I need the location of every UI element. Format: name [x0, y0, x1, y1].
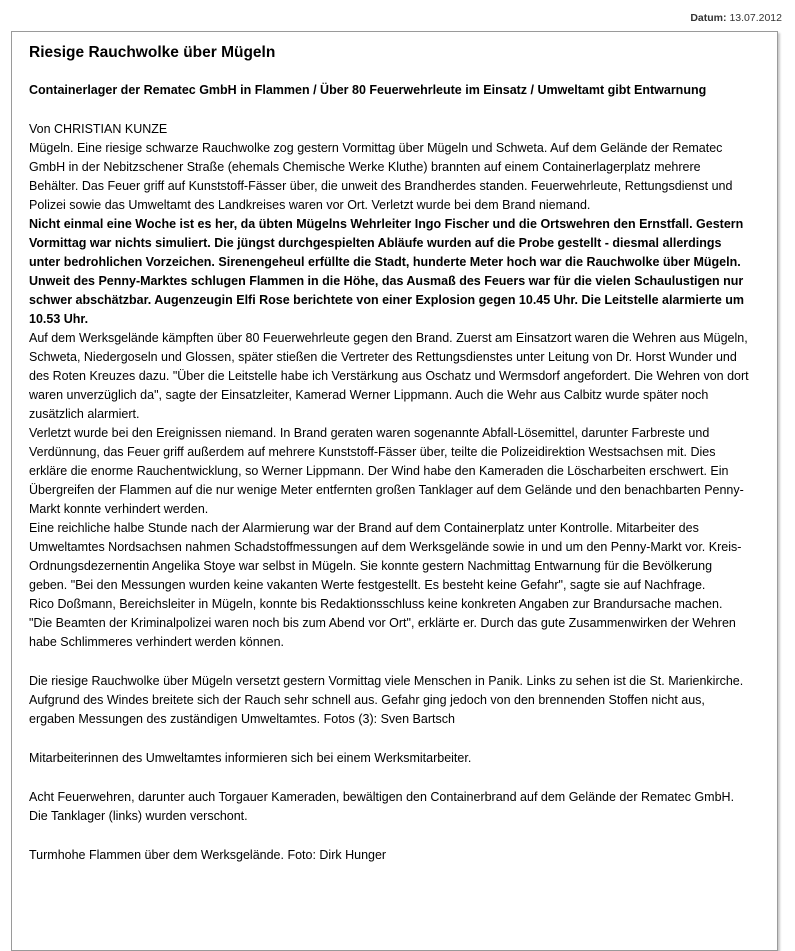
article-container	[11, 31, 778, 951]
article-paragraph-lead: Nicht einmal eine Woche ist es her, da übten Mügelns Wehrleiter Ingo Fischer und die Ortswehren den Ernstfall. Gestern Vormittag war nichts simuliert. Die jüngst durchgespielten Abläufe wurden auf die Probe gestellt - diesmal allerdings unter bedrohlichen Vorzeichen. Sirenengeheul erfüllte die Stadt, hunderte Meter hoch war die Rauchwolke über Mügeln. Unweit des Penny-Marktes schlugen Flammen in die Höhe, das Ausmaß des Feuers war für die vielen Schaulustigen nur schwer abschätzbar. Augenzeugin Elfi Rose berichtete von einer Explosion gegen 10.45 Uhr. Die Leitstelle alarmierte um 10.53 Uhr.	[29, 217, 745, 326]
article-paragraph: Auf dem Werksgelände kämpften über 80 Feuerwehrleute gegen den Brand. Zuerst am Einsatzort waren die Wehren aus Mügeln, Schweta, Niedergoseln und Glossen, später stießen die Vertreter des Rettungsdienstes unter Leitung von Dr. Horst Wunder und des Roten Kreuzes dazu. "Über die Leitstelle habe ich Verstärkung aus Oschatz und Wermsdorf angefordert. Die Wehren von dort waren unverzüglich da", sagte der Einsatzleiter, Kamerad Werner Lippmann. Auch die Wehr aus Calbitz wurde später noch zusätzlich alarmiert.	[29, 331, 749, 421]
article-content	[29, 43, 749, 865]
article-paragraph: Eine reichliche halbe Stunde nach der Alarmierung war der Brand auf dem Containerplatz unter Kontrolle. Mitarbeiter des Umweltamtes Nordsachsen nahmen Schadstoffmessungen auf dem Werksgelände sowie in und um den Penny-Markt vor. Kreis-Ordnungsdezernentin Angelika Stoye war selbst in Mügeln. Sie konnte gestern Nachmittag Entwarnung für die Bevölkerung geben. "Bei den Messungen wurden keine vakanten Werte festgestellt. Es besteht keine Gefahr", sagte sie auf Nachfrage.	[29, 521, 742, 592]
date-line	[690, 12, 782, 24]
article-subtitle: Containerlager der Rematec GmbH in Flammen / Über 80 Feuerwehrleute im Einsatz / Umweltamt gibt Entwarnung	[29, 83, 707, 97]
date-label: Datum:	[690, 12, 727, 24]
article-paragraph: Verletzt wurde bei den Ereignissen niemand. In Brand geraten waren sogenannte Abfall-Lösemittel, darunter Farbreste und Verdünnung, das Feuer griff außerdem auf mehrere Kunststoff-Fässer über, teilte die Polizeidirektion Westsachsen mit. Dies erkläre die enorme Rauchentwicklung, so Werner Lippmann. Der Wind habe den Kameraden die Löscharbeiten erschwert. Ein Übergreifen der Flammen auf die nur wenige Meter entfernten großen Tanklager auf dem Gelände und den benachbarten Penny-Markt konnte verhindert werden.	[29, 426, 744, 516]
article-title: Riesige Rauchwolke über Mügeln	[29, 44, 276, 61]
date-value: 13.07.2012	[729, 12, 782, 24]
photo-caption: Mitarbeiterinnen des Umweltamtes informieren sich bei einem Werksmitarbeiter.	[29, 751, 472, 765]
article-author: Von CHRISTIAN KUNZE	[29, 122, 168, 136]
article-paragraph: Rico Doßmann, Bereichsleiter in Mügeln, konnte bis Redaktionsschluss keine konkreten Angaben zur Brandursache machen. "Die Beamten der Kriminalpolizei waren noch bis zum Abend vor Ort", erklärte er. Durch das gute Zusammenwirken der Wehren habe Schlimmeres verhindert werden können.	[29, 597, 736, 649]
photo-caption: Die riesige Rauchwolke über Mügeln versetzt gestern Vormittag viele Menschen in Panik. Links zu sehen ist die St. Marienkirche. Aufgrund des Windes breitete sich der Rauch sehr schnell aus. Gefahr ging jedoch von den brennenden Stoffen nicht aus, ergaben Messungen des zuständigen Umweltamtes. Fotos (3): Sven Bartsch	[29, 674, 744, 726]
article-paragraph: Mügeln. Eine riesige schwarze Rauchwolke zog gestern Vormittag über Mügeln und Schweta. Auf dem Gelände der Rematec GmbH in der Nebitzschener Straße (ehemals Chemische Werke Kluthe) brannten auf einem Containerlagerplatz mehrere Behälter. Das Feuer griff auf Kunststoff-Fässer über, die unweit des Brandherdes standen. Feuerwehrleute, Rettungsdienst und Polizei sowie das Umweltamt des Landkreises waren vor Ort. Verletzt wurde bei dem Brand niemand.	[29, 141, 733, 212]
photo-caption: Turmhohe Flammen über dem Werksgelände. Foto: Dirk Hunger	[29, 848, 387, 862]
article-body	[29, 120, 749, 652]
photo-caption: Acht Feuerwehren, darunter auch Torgauer Kameraden, bewältigen den Containerbrand auf dem Gelände der Rematec GmbH. Die Tanklager (links) wurden verschont.	[29, 790, 735, 823]
